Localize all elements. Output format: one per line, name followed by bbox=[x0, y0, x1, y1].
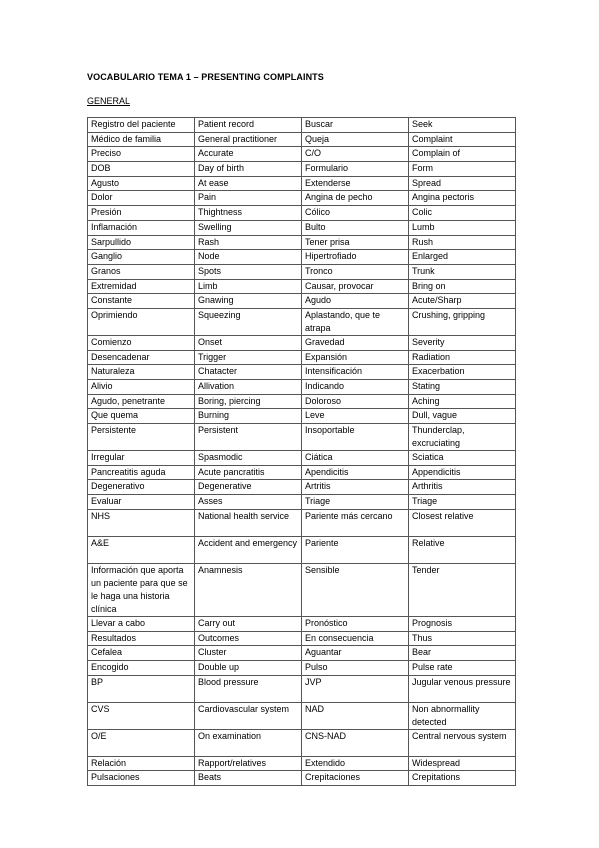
table-row bbox=[88, 294, 516, 309]
spanish-term-cell: Doloroso bbox=[302, 394, 409, 409]
spanish-term-cell: Pronóstico bbox=[302, 616, 409, 631]
spanish-term-cell: Formulario bbox=[302, 162, 409, 177]
spanish-term-cell: Gravedad bbox=[302, 335, 409, 350]
table-row bbox=[88, 675, 516, 702]
table-row bbox=[88, 176, 516, 191]
english-term-cell: Beats bbox=[195, 771, 302, 786]
table-row bbox=[88, 495, 516, 510]
english-term-cell: Enlarged bbox=[409, 250, 516, 265]
table-row bbox=[88, 335, 516, 350]
english-term-cell: Cluster bbox=[195, 646, 302, 661]
english-term-cell: Node bbox=[195, 250, 302, 265]
english-term-cell: National health service bbox=[195, 509, 302, 536]
spanish-term-cell: Intensificación bbox=[302, 365, 409, 380]
english-term-cell: On examination bbox=[195, 729, 302, 756]
spanish-term-cell: Evaluar bbox=[88, 495, 195, 510]
table-row bbox=[88, 308, 516, 335]
table-row bbox=[88, 250, 516, 265]
english-term-cell: Form bbox=[409, 162, 516, 177]
english-term-cell: Acute/Sharp bbox=[409, 294, 516, 309]
english-term-cell: General practitioner bbox=[195, 132, 302, 147]
spanish-term-cell: A&E bbox=[88, 536, 195, 563]
spanish-term-cell: Presión bbox=[88, 206, 195, 221]
spanish-term-cell: Cefalea bbox=[88, 646, 195, 661]
table-row bbox=[88, 480, 516, 495]
table-row bbox=[88, 756, 516, 771]
english-term-cell: Relative bbox=[409, 536, 516, 563]
english-term-cell: Gnawing bbox=[195, 294, 302, 309]
spanish-term-cell: Extendido bbox=[302, 756, 409, 771]
spanish-term-cell: Encogido bbox=[88, 660, 195, 675]
english-term-cell: Patient record bbox=[195, 118, 302, 133]
section-heading: GENERAL bbox=[87, 96, 131, 106]
english-term-cell: Day of birth bbox=[195, 162, 302, 177]
spanish-term-cell: Comienzo bbox=[88, 335, 195, 350]
table-row bbox=[88, 220, 516, 235]
english-term-cell: Rash bbox=[195, 235, 302, 250]
spanish-term-cell: Agusto bbox=[88, 176, 195, 191]
table-row bbox=[88, 191, 516, 206]
table-row bbox=[88, 118, 516, 133]
spanish-term-cell: Indicando bbox=[302, 380, 409, 395]
table-row bbox=[88, 147, 516, 162]
spanish-term-cell: Preciso bbox=[88, 147, 195, 162]
spanish-term-cell: Cólico bbox=[302, 206, 409, 221]
spanish-term-cell: Ganglio bbox=[88, 250, 195, 265]
spanish-term-cell: Alivio bbox=[88, 380, 195, 395]
english-term-cell: Spread bbox=[409, 176, 516, 191]
english-term-cell: Onset bbox=[195, 335, 302, 350]
table-row bbox=[88, 563, 516, 616]
english-term-cell: Thightness bbox=[195, 206, 302, 221]
table-row bbox=[88, 771, 516, 786]
english-term-cell: Carry out bbox=[195, 616, 302, 631]
spanish-term-cell: Relación bbox=[88, 756, 195, 771]
table-row bbox=[88, 631, 516, 646]
table-row bbox=[88, 424, 516, 451]
english-term-cell: Jugular venous pressure bbox=[409, 675, 516, 702]
english-term-cell: Pulse rate bbox=[409, 660, 516, 675]
english-term-cell: Spots bbox=[195, 264, 302, 279]
table-row bbox=[88, 162, 516, 177]
spanish-term-cell: Tener prisa bbox=[302, 235, 409, 250]
english-term-cell: Sciatica bbox=[409, 451, 516, 466]
spanish-term-cell: C/O bbox=[302, 147, 409, 162]
spanish-term-cell: Angina de pecho bbox=[302, 191, 409, 206]
english-term-cell: Lumb bbox=[409, 220, 516, 235]
english-term-cell: Crepitations bbox=[409, 771, 516, 786]
spanish-term-cell: Dolor bbox=[88, 191, 195, 206]
spanish-term-cell: Sarpullido bbox=[88, 235, 195, 250]
english-term-cell: Trigger bbox=[195, 350, 302, 365]
english-term-cell: Burning bbox=[195, 409, 302, 424]
english-term-cell: Non abnormallity detected bbox=[409, 702, 516, 729]
english-term-cell: Rapport/relatives bbox=[195, 756, 302, 771]
table-row bbox=[88, 465, 516, 480]
table-row bbox=[88, 279, 516, 294]
spanish-term-cell: Artritis bbox=[302, 480, 409, 495]
english-term-cell: Limb bbox=[195, 279, 302, 294]
spanish-term-cell: Persistente bbox=[88, 424, 195, 451]
english-term-cell: Persistent bbox=[195, 424, 302, 451]
spanish-term-cell: Irregular bbox=[88, 451, 195, 466]
table-row bbox=[88, 350, 516, 365]
spanish-term-cell: O/E bbox=[88, 729, 195, 756]
spanish-term-cell: Pariente bbox=[302, 536, 409, 563]
table-row bbox=[88, 235, 516, 250]
table-row bbox=[88, 646, 516, 661]
table-row bbox=[88, 509, 516, 536]
english-term-cell: Severity bbox=[409, 335, 516, 350]
english-term-cell: Accurate bbox=[195, 147, 302, 162]
table-row bbox=[88, 616, 516, 631]
english-term-cell: Appendicitis bbox=[409, 465, 516, 480]
english-term-cell: Thus bbox=[409, 631, 516, 646]
english-term-cell: Tender bbox=[409, 563, 516, 616]
english-term-cell: Chatacter bbox=[195, 365, 302, 380]
spanish-term-cell: Ciática bbox=[302, 451, 409, 466]
english-term-cell: Outcomes bbox=[195, 631, 302, 646]
spanish-term-cell: Resultados bbox=[88, 631, 195, 646]
table-row bbox=[88, 536, 516, 563]
english-term-cell: Spasmodic bbox=[195, 451, 302, 466]
spanish-term-cell: Sensible bbox=[302, 563, 409, 616]
spanish-term-cell: Buscar bbox=[302, 118, 409, 133]
english-term-cell: Asses bbox=[195, 495, 302, 510]
spanish-term-cell: Queja bbox=[302, 132, 409, 147]
english-term-cell: Boring, piercing bbox=[195, 394, 302, 409]
spanish-term-cell: Que quema bbox=[88, 409, 195, 424]
english-term-cell: Exacerbation bbox=[409, 365, 516, 380]
table-row bbox=[88, 264, 516, 279]
spanish-term-cell: NHS bbox=[88, 509, 195, 536]
english-term-cell: Degenerative bbox=[195, 480, 302, 495]
spanish-term-cell: Extenderse bbox=[302, 176, 409, 191]
spanish-term-cell: CNS-NAD bbox=[302, 729, 409, 756]
english-term-cell: Widespread bbox=[409, 756, 516, 771]
spanish-term-cell: Tronco bbox=[302, 264, 409, 279]
spanish-term-cell: Granos bbox=[88, 264, 195, 279]
english-term-cell: Allivation bbox=[195, 380, 302, 395]
english-term-cell: Seek bbox=[409, 118, 516, 133]
english-term-cell: Arthritis bbox=[409, 480, 516, 495]
english-term-cell: Triage bbox=[409, 495, 516, 510]
table-row bbox=[88, 702, 516, 729]
english-term-cell: Acute pancratitis bbox=[195, 465, 302, 480]
english-term-cell: Pain bbox=[195, 191, 302, 206]
vocabulary-table bbox=[87, 117, 516, 786]
spanish-term-cell: Causar, provocar bbox=[302, 279, 409, 294]
spanish-term-cell: Constante bbox=[88, 294, 195, 309]
spanish-term-cell: Inflamación bbox=[88, 220, 195, 235]
english-term-cell: Double up bbox=[195, 660, 302, 675]
spanish-term-cell: Registro del paciente bbox=[88, 118, 195, 133]
spanish-term-cell: BP bbox=[88, 675, 195, 702]
english-term-cell: Rush bbox=[409, 235, 516, 250]
table-row bbox=[88, 660, 516, 675]
english-term-cell: Complaint bbox=[409, 132, 516, 147]
spanish-term-cell: Agudo, penetrante bbox=[88, 394, 195, 409]
spanish-term-cell: Degenerativo bbox=[88, 480, 195, 495]
spanish-term-cell: Apendicitis bbox=[302, 465, 409, 480]
spanish-term-cell: Triage bbox=[302, 495, 409, 510]
table-row bbox=[88, 365, 516, 380]
spanish-term-cell: Pulso bbox=[302, 660, 409, 675]
english-term-cell: Colic bbox=[409, 206, 516, 221]
table-row bbox=[88, 380, 516, 395]
english-term-cell: Cardiovascular system bbox=[195, 702, 302, 729]
spanish-term-cell: Oprimiendo bbox=[88, 308, 195, 335]
spanish-term-cell: Desencadenar bbox=[88, 350, 195, 365]
table-row bbox=[88, 206, 516, 221]
english-term-cell: Stating bbox=[409, 380, 516, 395]
spanish-term-cell: Hipertrofiado bbox=[302, 250, 409, 265]
english-term-cell: At ease bbox=[195, 176, 302, 191]
spanish-term-cell: NAD bbox=[302, 702, 409, 729]
english-term-cell: Anamnesis bbox=[195, 563, 302, 616]
spanish-term-cell: JVP bbox=[302, 675, 409, 702]
spanish-term-cell: Aguantar bbox=[302, 646, 409, 661]
english-term-cell: Prognosis bbox=[409, 616, 516, 631]
spanish-term-cell: Pulsaciones bbox=[88, 771, 195, 786]
spanish-term-cell: Pancreatitis aguda bbox=[88, 465, 195, 480]
spanish-term-cell: Expansión bbox=[302, 350, 409, 365]
spanish-term-cell: Agudo bbox=[302, 294, 409, 309]
spanish-term-cell: Llevar a cabo bbox=[88, 616, 195, 631]
english-term-cell: Squeezing bbox=[195, 308, 302, 335]
spanish-term-cell: CVS bbox=[88, 702, 195, 729]
table-row bbox=[88, 132, 516, 147]
spanish-term-cell: Información que aporta un paciente para que se le haga una historia clínica bbox=[88, 563, 195, 616]
english-term-cell: Aching bbox=[409, 394, 516, 409]
spanish-term-cell: Extremidad bbox=[88, 279, 195, 294]
spanish-term-cell: Aplastando, que te atrapa bbox=[302, 308, 409, 335]
spanish-term-cell: DOB bbox=[88, 162, 195, 177]
spanish-term-cell: Pariente más cercano bbox=[302, 509, 409, 536]
spanish-term-cell: Crepitaciones bbox=[302, 771, 409, 786]
english-term-cell: Thunderclap, excruciating bbox=[409, 424, 516, 451]
english-term-cell: Blood pressure bbox=[195, 675, 302, 702]
spanish-term-cell: En consecuencia bbox=[302, 631, 409, 646]
document-title: VOCABULARIO TEMA 1 – PRESENTING COMPLAINTS bbox=[87, 72, 324, 82]
table-row bbox=[88, 409, 516, 424]
table-row bbox=[88, 729, 516, 756]
english-term-cell: Angina pectoris bbox=[409, 191, 516, 206]
english-term-cell: Accident and emergency bbox=[195, 536, 302, 563]
english-term-cell: Radiation bbox=[409, 350, 516, 365]
spanish-term-cell: Bulto bbox=[302, 220, 409, 235]
spanish-term-cell: Insoportable bbox=[302, 424, 409, 451]
english-term-cell: Complain of bbox=[409, 147, 516, 162]
table-row bbox=[88, 451, 516, 466]
english-term-cell: Central nervous system bbox=[409, 729, 516, 756]
english-term-cell: Trunk bbox=[409, 264, 516, 279]
english-term-cell: Dull, vague bbox=[409, 409, 516, 424]
english-term-cell: Bear bbox=[409, 646, 516, 661]
english-term-cell: Closest relative bbox=[409, 509, 516, 536]
english-term-cell: Bring on bbox=[409, 279, 516, 294]
table-row bbox=[88, 394, 516, 409]
english-term-cell: Crushing, gripping bbox=[409, 308, 516, 335]
spanish-term-cell: Leve bbox=[302, 409, 409, 424]
spanish-term-cell: Médico de familia bbox=[88, 132, 195, 147]
english-term-cell: Swelling bbox=[195, 220, 302, 235]
spanish-term-cell: Naturaleza bbox=[88, 365, 195, 380]
